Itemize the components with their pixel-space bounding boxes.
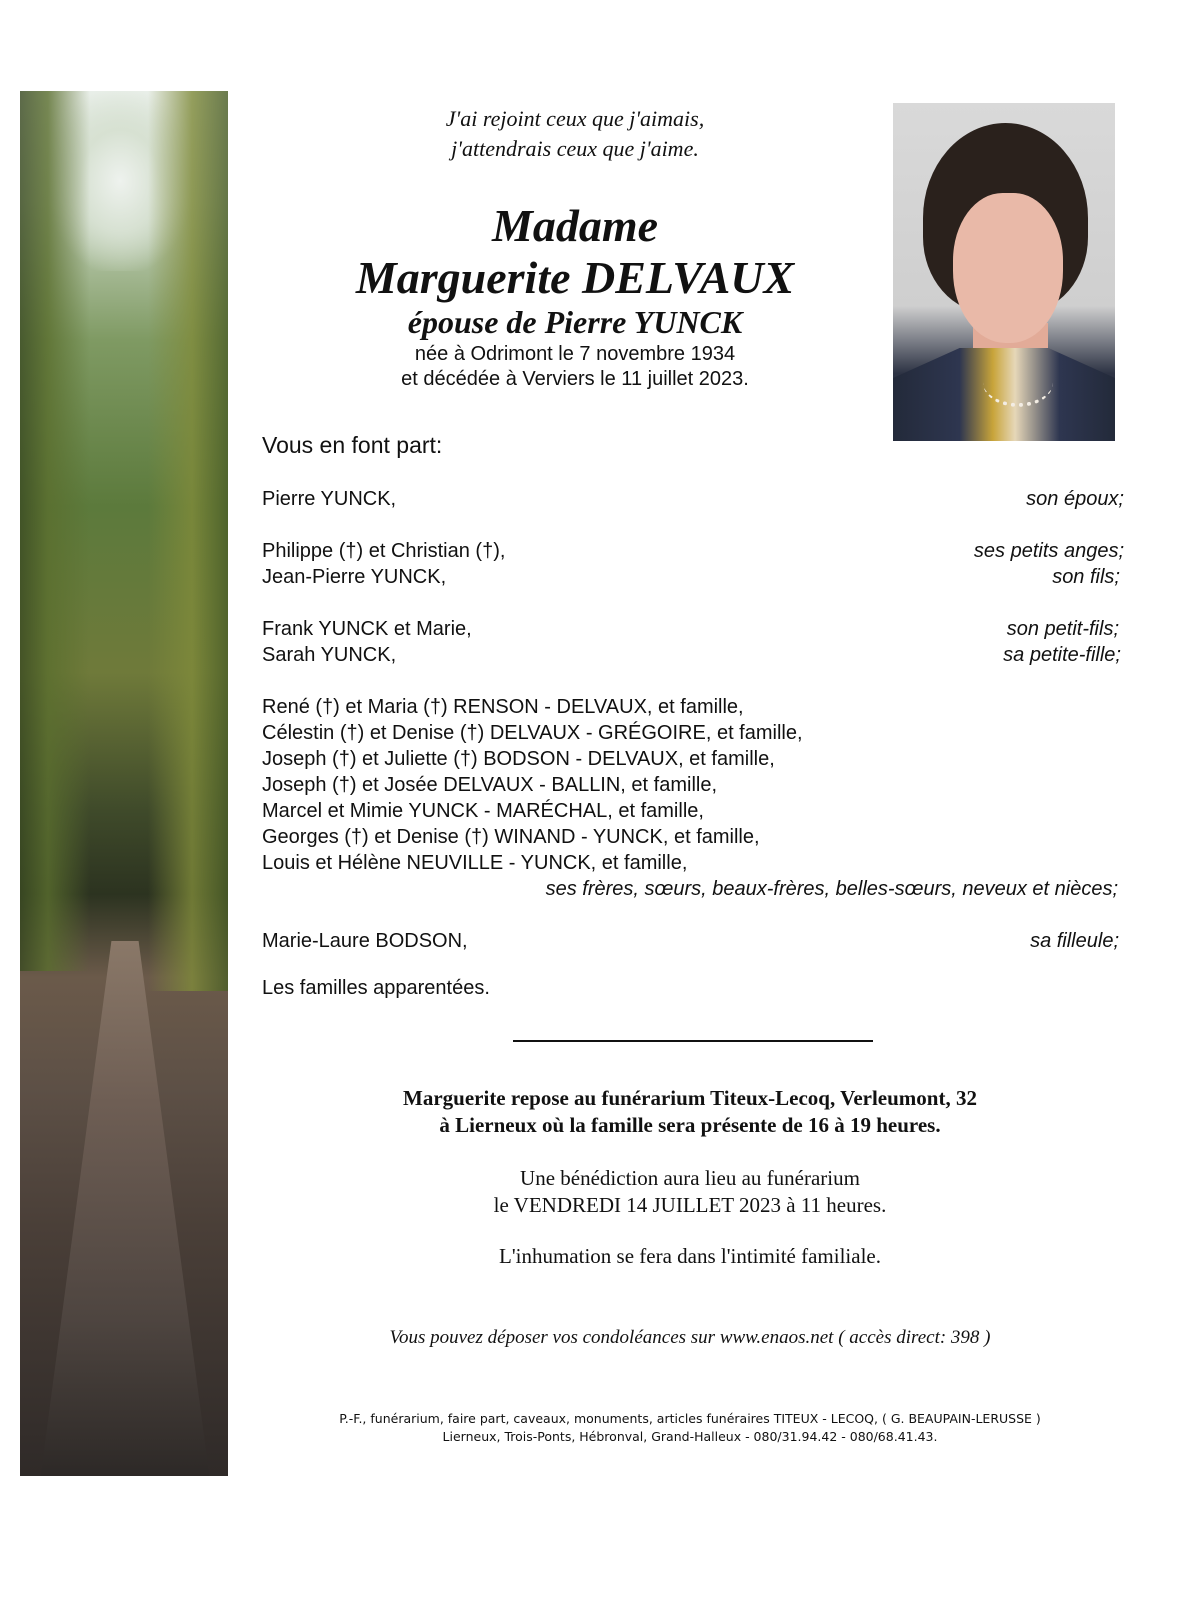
deceased-name: Marguerite DELVAUX [355, 252, 795, 303]
family-row-granddaughter [262, 644, 1124, 670]
family-relation: son fils; [1052, 566, 1120, 588]
family-row-spouse [262, 488, 1124, 514]
trees-right [148, 91, 228, 991]
sibling-line: René (†) et Maria (†) RENSON - DELVAUX, et famille, [262, 696, 744, 718]
footer-line-2: Lierneux, Trois-Ponts, Hébronval, Grand-Halleux - 080/31.94.42 - 080/68.41.43. [442, 1429, 938, 1444]
funeral-home-footer [230, 1410, 1150, 1446]
family-row-angels [262, 540, 1124, 566]
family-name: Pierre YUNCK, [262, 488, 397, 510]
sibling-line: Marcel et Mimie YUNCK - MARÉCHAL, et famille, [262, 800, 704, 822]
blessing-line-2: le VENDREDI 14 JUILLET 2023 à 11 heures. [493, 1193, 887, 1217]
forest-path-photo [20, 91, 228, 1476]
footer-line-1: P.-F., funérarium, faire part, caveaux, monuments, articles funéraires TITEUX - LECOQ, ( G. BEAUPAIN-LERUSSE ) [339, 1411, 1041, 1426]
family-relation: son époux; [1026, 488, 1124, 510]
section-divider [513, 1040, 873, 1042]
repose-info [300, 1085, 1080, 1139]
family-row-goddaughter [262, 930, 1124, 956]
sibling-line: Louis et Hélène NEUVILLE - YUNCK, et famille, [262, 852, 688, 874]
salutation: Madame [491, 200, 659, 251]
portrait-photo [893, 103, 1115, 441]
related-families: Les familles apparentées. [262, 977, 490, 999]
sibling-line: Célestin (†) et Denise (†) DELVAUX - GRÉGOIRE, et famille, [262, 722, 803, 744]
family-row-grandson [262, 618, 1124, 644]
deceased-title [300, 200, 850, 304]
sibling-line: Georges (†) et Denise (†) WINAND - YUNCK, et famille, [262, 826, 760, 848]
family-row-son [262, 566, 1124, 592]
sibling-line: Joseph (†) et Juliette (†) BODSON - DELVAUX, et famille, [262, 748, 775, 770]
quote-line-1: J'ai rejoint ceux que j'aimais, [445, 106, 705, 131]
portrait-face [953, 193, 1063, 343]
leaf-covered-path [40, 941, 210, 1476]
family-name: Frank YUNCK et Marie, [262, 618, 472, 640]
family-name: Jean-Pierre YUNCK, [262, 566, 447, 588]
announcement-intro: Vous en font part: [262, 432, 443, 458]
blessing-line-1: Une bénédiction aura lieu au funérarium [520, 1166, 860, 1190]
family-name: Sarah YUNCK, [262, 644, 397, 666]
birth-line: née à Odrimont le 7 novembre 1934 [414, 343, 736, 365]
family-name: Philippe (†) et Christian (†), [262, 540, 506, 562]
repose-line-2: à Lierneux où la famille sera présente de 16 à 19 heures. [439, 1113, 941, 1137]
memorial-quote [330, 104, 820, 164]
family-relation: sa filleule; [1030, 930, 1119, 952]
siblings-relation: ses frères, sœurs, beaux-frères, belles-sœurs, neveux et nièces; [545, 878, 1118, 900]
repose-line-1: Marguerite repose au funérarium Titeux-Lecoq, Verleumont, 32 [403, 1086, 977, 1110]
quote-line-2: j'attendrais ceux que j'aime. [451, 136, 699, 161]
death-line: et décédée à Verviers le 11 juillet 2023. [401, 368, 749, 390]
condolences-notice: Vous pouvez déposer vos condoléances sur www.enaos.net ( accès direct: 398 ) [389, 1327, 991, 1348]
family-relation: ses petits anges; [973, 540, 1124, 562]
pearl-necklace [983, 358, 1053, 407]
burial-info: L'inhumation se fera dans l'intimité familiale. [499, 1244, 881, 1268]
blessing-info [300, 1165, 1080, 1219]
spouse-line: épouse de Pierre YUNCK [407, 304, 743, 340]
family-relation: sa petite-fille; [1003, 644, 1121, 666]
family-name: Marie-Laure BODSON, [262, 930, 468, 952]
trees-left [20, 91, 90, 971]
sibling-line: Joseph (†) et Josée DELVAUX - BALLIN, et famille, [262, 774, 718, 796]
life-dates [300, 342, 850, 392]
family-relation: son petit-fils; [1006, 618, 1119, 640]
